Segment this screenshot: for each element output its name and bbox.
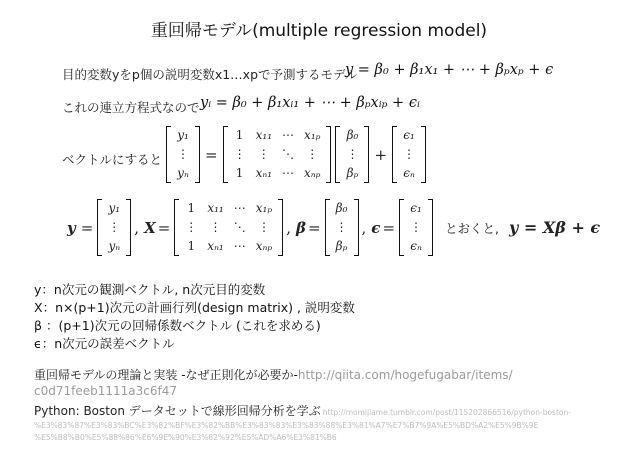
- matrix-cell: 1: [235, 128, 244, 142]
- matrix-cell: x₁₁: [255, 128, 272, 142]
- matrix-cell: 1: [235, 166, 244, 180]
- matrix-cell: β₀: [346, 128, 359, 142]
- matrix-cell: ⋮: [410, 220, 423, 234]
- matrix-cell: x₁₁: [207, 201, 224, 215]
- y-vector: [166, 126, 200, 183]
- definition-beta: β ：(p+1)次元の回帰係数ベクトル (これを求める): [34, 318, 321, 333]
- matrix-cell: ⋮: [209, 220, 222, 234]
- matrix-cell: ⋱: [233, 220, 246, 234]
- matrix-cell: 1: [187, 201, 196, 215]
- matrix-cell: ⋮: [177, 147, 189, 161]
- matrix-cell: ⋮: [108, 220, 121, 234]
- equals-sign: =: [157, 218, 171, 237]
- matrix-cell: ϵ₁: [410, 201, 422, 215]
- equals-sign: =: [307, 218, 321, 237]
- matrix-cell: x₁ₚ: [255, 201, 273, 215]
- matrix-cell: ⋯: [233, 201, 246, 215]
- equals-sign: =: [382, 218, 396, 237]
- reference-2-link[interactable]: http://momijiame.tumblr.com/post/115202866516/python-boston-: [322, 408, 571, 417]
- reference-2-title: Python: Boston データセットで線形回帰分析を学ぶ: [34, 404, 321, 418]
- reference-1-title: 重回帰モデルの理論と実装 -なぜ正則化が必要か-: [34, 368, 298, 382]
- matrix-cell: β₀: [335, 201, 348, 215]
- matrix-cell: y₁: [108, 201, 121, 215]
- matrix-cell: ⋮: [403, 147, 416, 161]
- vector-form-label: ベクトルにすると: [62, 152, 163, 167]
- matrix-cell: ϵ₁: [403, 128, 415, 142]
- beta-vector: [335, 126, 369, 183]
- reference-2-link-cont[interactable]: %E3%83%87%E3%83%BC%E3%82%BF%E3%82%BB%E3%83%83%E3%83%88%E3%81%A7%E7%B7%9A%E5%BD%A2%E5%9B%9E: [34, 421, 539, 430]
- simultaneous-formula: yᵢ = β₀ + β₁xᵢ₁ + ⋯ + βₚxᵢₚ + ϵᵢ: [200, 95, 420, 111]
- matrix-cell: x₁ₚ: [304, 128, 321, 142]
- matrix-cell: xₙₚ: [255, 239, 273, 253]
- matrix-cell: ϵₙ: [403, 166, 415, 180]
- slide-title: 重回帰モデル(multiple regression model): [150, 21, 488, 41]
- matrix-cell: ⋮: [306, 147, 319, 161]
- matrix-cell: yₙ: [177, 166, 189, 180]
- definition-x: X：n×(p+1)次元の計画行列(design matrix) , 説明変数: [34, 300, 355, 315]
- x-matrix-def: [174, 199, 283, 256]
- matrix-cell: ⋮: [233, 147, 246, 161]
- reference-1-link[interactable]: http://qiita.com/hogefugabar/items/: [297, 368, 513, 382]
- model-description: 目的変数yをp個の説明変数x1…xpで予測するモデル: [62, 67, 358, 82]
- definition-y: y：n次元の観測ベクトル, n次元目的変数: [34, 282, 266, 297]
- matrix-formula: y = Xβ + ϵ: [509, 218, 601, 237]
- x-matrix: [223, 126, 332, 183]
- epsilon-vector: [392, 126, 426, 183]
- matrix-cell: yₙ: [108, 239, 121, 253]
- label-beta: β: [295, 218, 306, 237]
- matrix-cell: y₁: [177, 128, 189, 142]
- definition-epsilon: ϵ：n次元の誤差ベクトル: [34, 336, 175, 351]
- reference-2-link-cont2[interactable]: %E5%B8%B0%E5%88%86%E6%9E%90%E3%82%92%E5%AD%A6%E3%81%B6: [34, 433, 337, 442]
- label-y: y: [67, 218, 76, 237]
- matrix-cell: ⋯: [233, 239, 246, 253]
- equals-sign: =: [205, 145, 218, 164]
- definition-equation: [62, 199, 600, 256]
- then-label: とおくと,: [445, 220, 499, 236]
- comma: ,: [361, 218, 367, 237]
- matrix-cell: ⋮: [257, 147, 270, 161]
- comma: ,: [286, 218, 291, 237]
- y-vector-def: [97, 199, 131, 256]
- vector-equation: [166, 126, 426, 183]
- matrix-cell: ⋯: [282, 128, 295, 142]
- reference-1-link-cont[interactable]: c0d71feeb1111a3c6f47: [34, 384, 177, 398]
- epsilon-vector-def: [399, 199, 433, 256]
- matrix-cell: ⋮: [185, 220, 198, 234]
- matrix-cell: ϵₙ: [410, 239, 422, 253]
- matrix-cell: xₙ₁: [207, 239, 224, 253]
- matrix-cell: ⋮: [335, 220, 348, 234]
- matrix-cell: ⋯: [282, 166, 295, 180]
- matrix-cell: ⋱: [282, 147, 295, 161]
- equals-sign: =: [80, 218, 94, 237]
- label-x: X: [144, 218, 156, 237]
- matrix-cell: βₚ: [346, 166, 359, 180]
- matrix-cell: ⋮: [346, 147, 359, 161]
- model-formula: y = β₀ + β₁x₁ + ⋯ + βₚxₚ + ϵ: [345, 62, 554, 78]
- simultaneous-description: これの連立方程式なので: [62, 100, 200, 115]
- matrix-cell: 1: [187, 239, 196, 253]
- matrix-cell: ⋮: [257, 220, 270, 234]
- reference-1: [34, 366, 513, 383]
- matrix-cell: βₚ: [335, 239, 348, 253]
- matrix-cell: xₙₚ: [304, 166, 321, 180]
- reference-2: [34, 402, 571, 419]
- matrix-cell: xₙ₁: [255, 166, 273, 180]
- plus-sign: +: [374, 145, 388, 164]
- beta-vector-def: [325, 199, 359, 256]
- comma: ,: [134, 218, 140, 237]
- label-epsilon: ϵ: [371, 218, 381, 237]
